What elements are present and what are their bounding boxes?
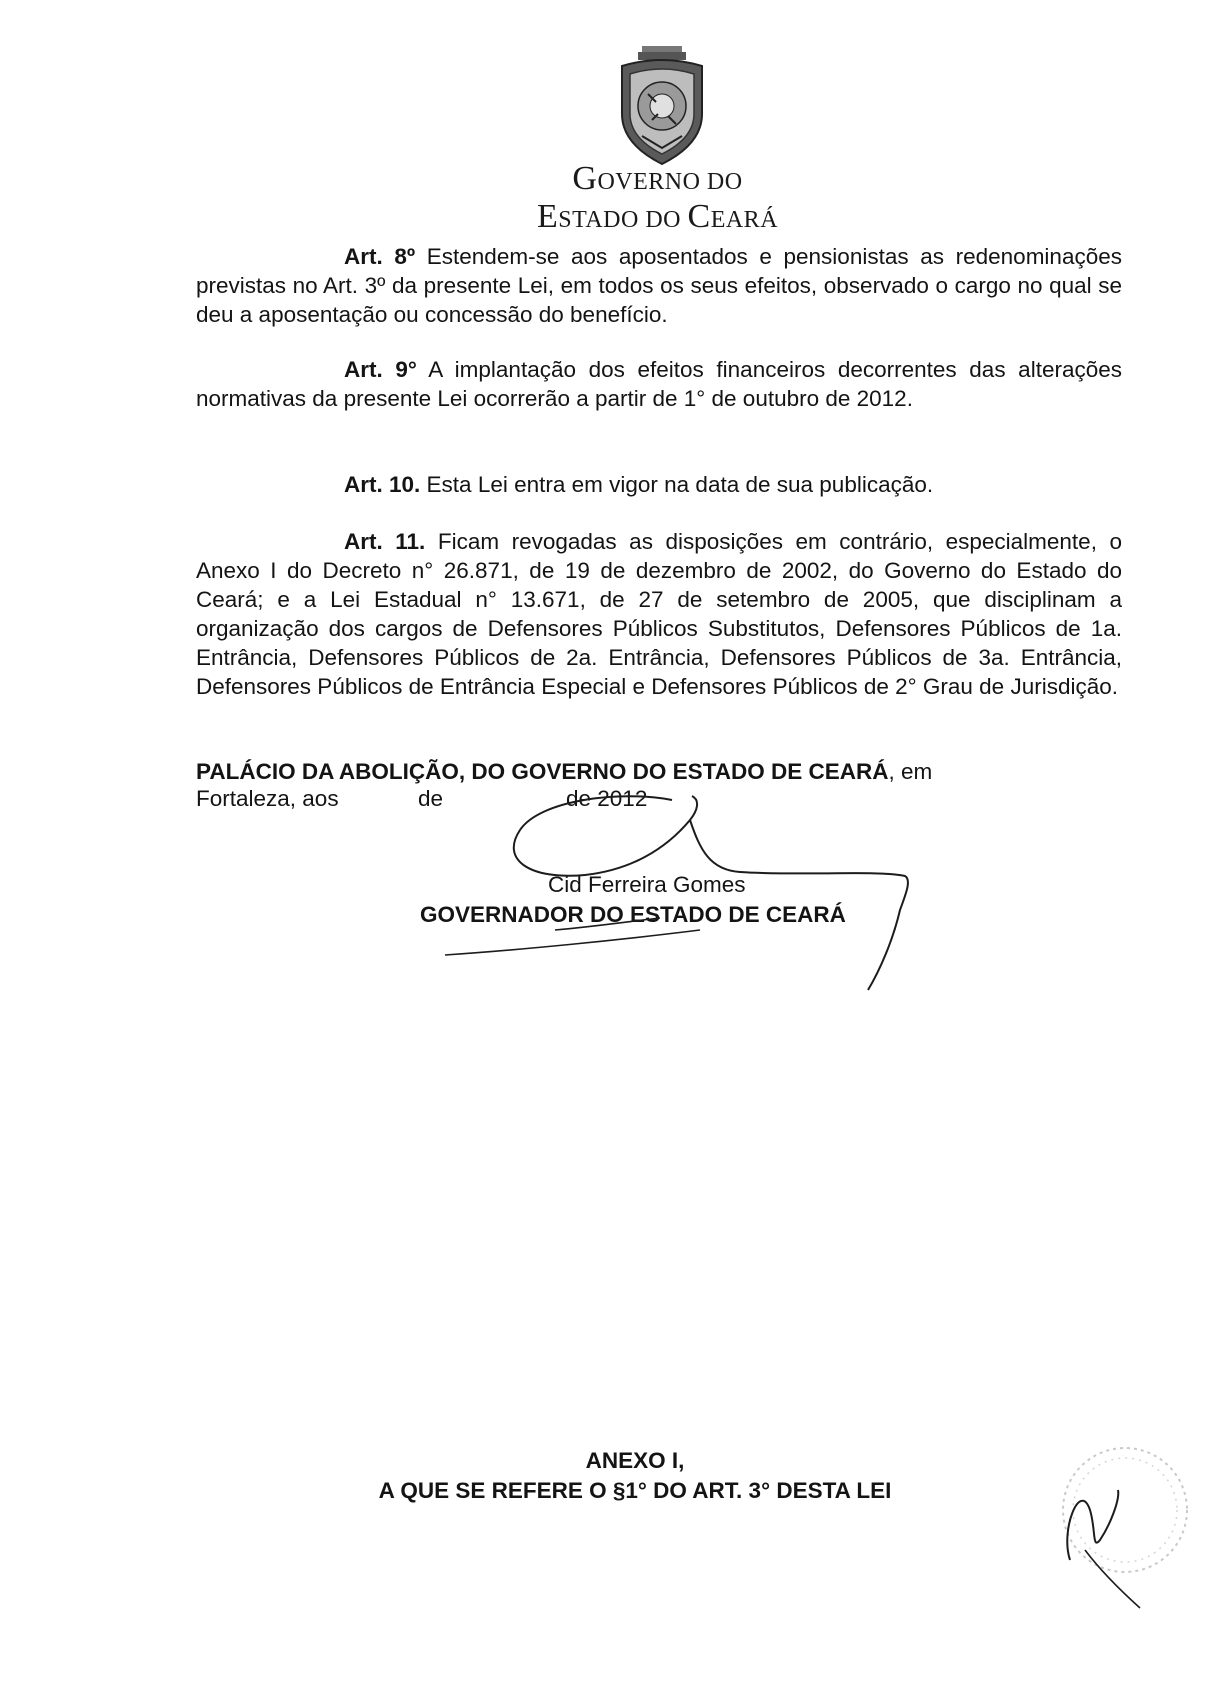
closing-de: de (418, 786, 444, 811)
article-label: Art. 8º (344, 244, 416, 269)
annex-subtitle: A QUE SE REFERE O §1° DO ART. 3° DESTA LEI (378, 1478, 892, 1503)
article-label: Art. 9° (344, 357, 417, 382)
closing-palacio: PALÁCIO DA ABOLIÇÃO, DO GOVERNO DO ESTADO DE CEARÁ, em (196, 759, 933, 784)
article-10 (196, 470, 1122, 499)
signer-title: GOVERNADOR DO ESTADO DE CEARÁ (420, 902, 846, 927)
article-label: Art. 11. (344, 529, 426, 554)
article-text: Estendem-se aos aposentados e pensionistas as redenominações previstas no Art. 3º da presente Lei, em todos os seus efeitos, observado o cargo no qual se deu a aposentação ou concessão do benefício. (196, 244, 1122, 327)
article-text: Ficam revogadas as disposições em contrário, especialmente, o Anexo I do Decreto n° 26.871, de 19 de dezembro de 2002, do Governo do Estado do Ceará; e a Lei Estadual n° 13.671, de 27 de setembro de 2005, que disciplinam a organização dos cargos de Defensores Públicos Substitutos, Defensores Públicos de 1a. Entrância, Defensores Públicos de 2a. Entrância, Defensores Públicos de 3a. Entrância, Defensores Públicos de Entrância Especial e Defensores Públicos de 2° Grau de Jurisdição. (196, 529, 1122, 699)
signer-name: Cid Ferreira Gomes (548, 872, 746, 897)
rubric-stamp-icon (1040, 1440, 1200, 1615)
header-state: ESTADO DO CEARÁ (536, 198, 779, 235)
annex-title: ANEXO I, (585, 1448, 685, 1473)
article-label: Art. 10. (344, 472, 421, 497)
article-text: A implantação dos efeitos financeiros decorrentes das alterações normativas da presente Lei ocorrerão a partir de 1° de outubro de 2012. (196, 357, 1122, 411)
article-8 (196, 242, 1122, 329)
article-9 (196, 355, 1122, 413)
closing-year: de 2012 (566, 786, 648, 811)
article-text: Esta Lei entra em vigor na data de sua publicação. (426, 472, 934, 497)
article-11 (196, 527, 1122, 701)
header-government: GOVERNO DO (572, 160, 743, 197)
closing-fortaleza: Fortaleza, aos (196, 786, 339, 811)
state-crest-icon (612, 44, 712, 168)
